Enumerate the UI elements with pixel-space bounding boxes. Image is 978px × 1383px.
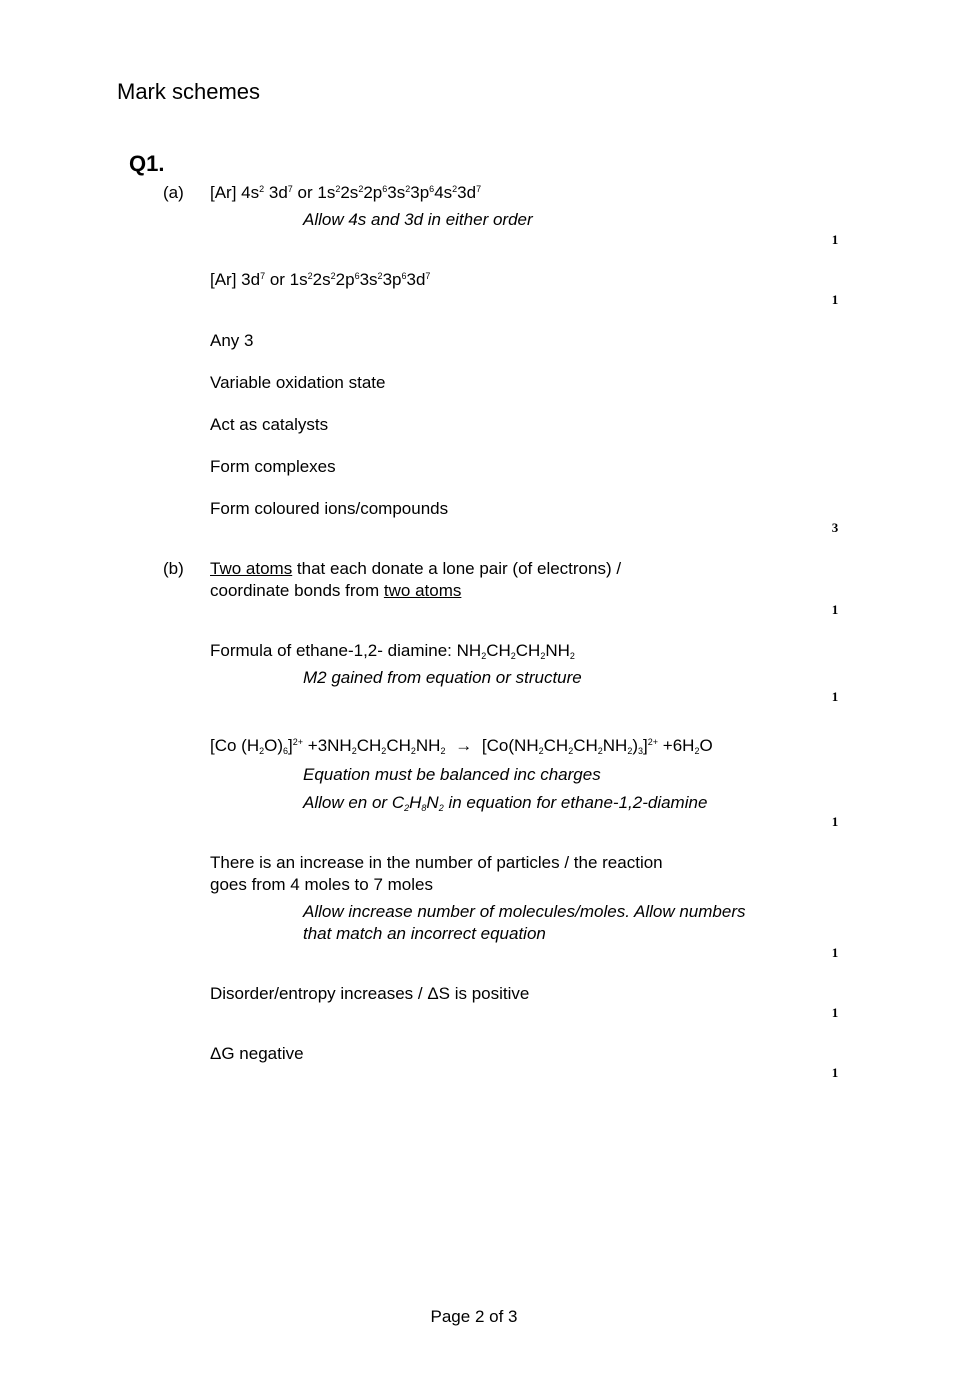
- question-number: Q1.: [129, 151, 165, 176]
- gibbs-statement: ΔG negative: [210, 1044, 304, 1063]
- examiner-note: that match an incorrect equation: [303, 924, 546, 943]
- diamine-formula: Formula of ethane-1,2- diamine: $NH_2CH_2CH_2NH_2$: [210, 641, 575, 661]
- mark-value: 1: [831, 689, 839, 704]
- mark-value: 1: [831, 602, 839, 617]
- examiner-note: Allow en or $C_2H_8N_2$ in equation for ethane-1,2-diamine: [303, 793, 708, 813]
- electron-config-ion: [Ar] $3d^7$ or $1s^22s^22p^63s^23p^63d^7$: [210, 270, 431, 289]
- property-item: Act as catalysts: [210, 415, 329, 434]
- examiner-note: M2 gained from equation or structure: [303, 668, 582, 687]
- bidentate-definition-line2: coordinate bonds from two atoms: [210, 581, 462, 600]
- mark-value: 1: [831, 1065, 839, 1080]
- part-a-label: (a): [163, 183, 184, 202]
- property-item: Variable oxidation state: [210, 373, 386, 392]
- document-title: Mark schemes: [117, 79, 261, 104]
- particles-explanation-line2: goes from 4 moles to 7 moles: [210, 875, 433, 894]
- mark-value: 1: [831, 945, 839, 960]
- part-b-label: (b): [163, 559, 184, 578]
- arrow-icon: →: [455, 736, 473, 755]
- property-item: Form complexes: [210, 457, 336, 476]
- particles-explanation-line1: There is an increase in the number of particles / the reaction: [210, 853, 663, 872]
- examiner-note: Equation must be balanced inc charges: [303, 765, 601, 784]
- mark-value: 3: [831, 520, 839, 535]
- electron-config-atom: [Ar] $4s^2$ $3d^7$ or $1s^22s^22p^63s^23p^64s^23d^7$: [210, 183, 482, 202]
- mark-value: 1: [831, 292, 839, 307]
- mark-value: 1: [831, 814, 839, 829]
- mark-value: 1: [831, 1005, 839, 1020]
- balanced-equation: [Co $(H_2O)_6]^{2+} +3NH_2CH_2CH_2NH_2 \to [Co(NH_2CH_2CH_2NH_2)_3]^{2+} +6H_2O$: [210, 736, 713, 756]
- page-number: Page 2 of 3: [430, 1307, 518, 1326]
- entropy-statement: Disorder/entropy increases / ΔS is positive: [210, 984, 530, 1003]
- examiner-note: Allow increase number of molecules/moles. Allow numbers: [303, 902, 746, 921]
- property-item: Form coloured ions/compounds: [210, 499, 449, 518]
- mark-value: 1: [831, 232, 839, 247]
- bidentate-definition-line1: Two atoms that each donate a lone pair (of electrons) /: [210, 559, 622, 578]
- any-three-heading: Any 3: [210, 331, 254, 350]
- examiner-note: Allow 4s and 3d in either order: [303, 210, 533, 229]
